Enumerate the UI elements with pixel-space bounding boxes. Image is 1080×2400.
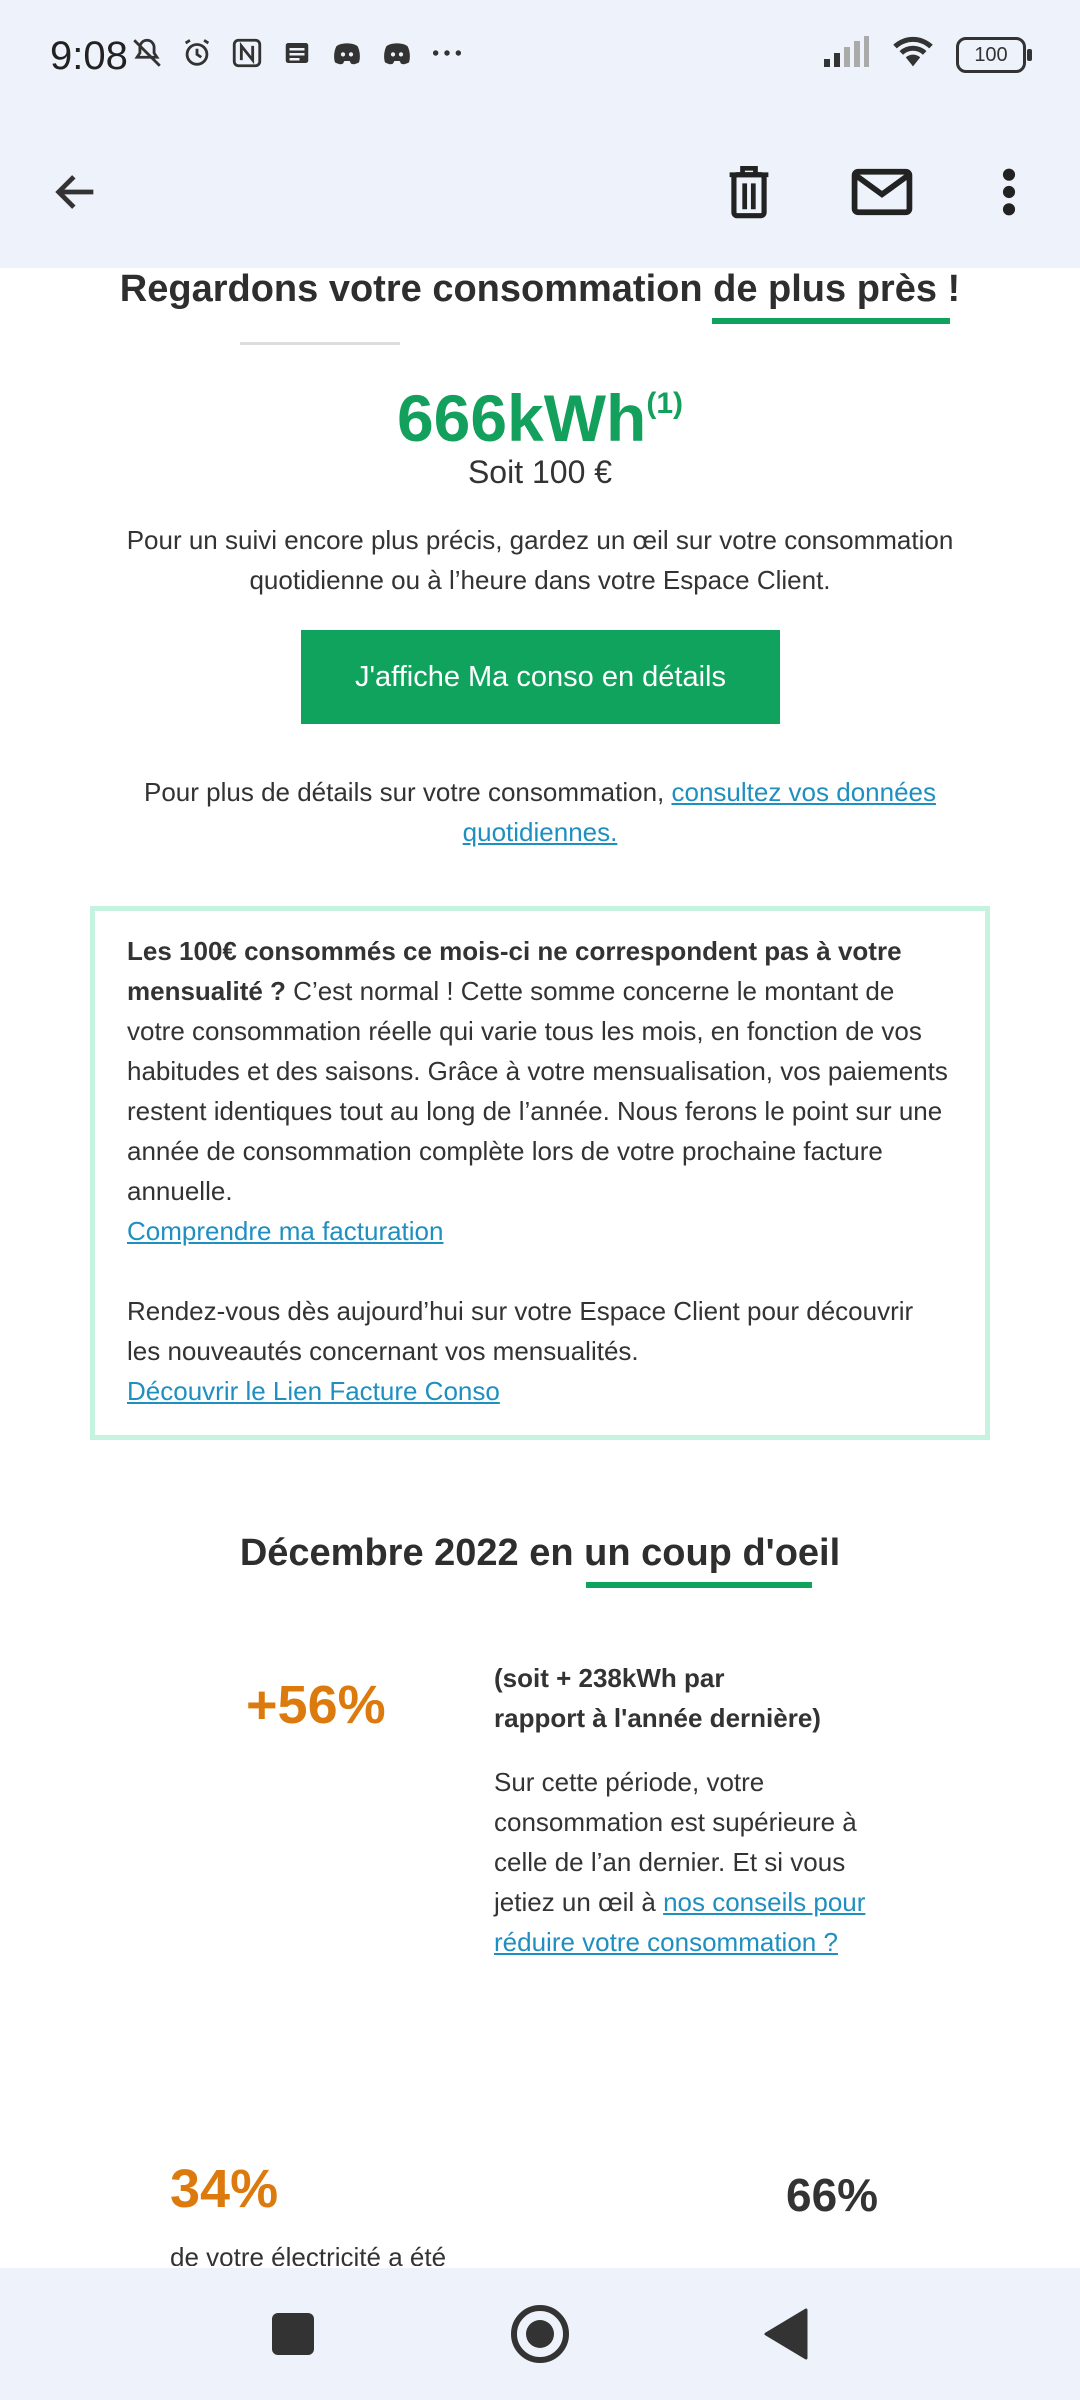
status-bar [0,0,1080,120]
recents-square-icon [270,2311,316,2362]
advice-link[interactable]: nos conseils pour [663,1887,866,1917]
nfc-icon [230,36,264,70]
section-title-underlined: un coup d'oeil [584,1532,841,1574]
show-consumption-details-button[interactable] [301,630,780,724]
intro-paragraph [90,520,990,600]
app-bar [0,120,1080,268]
mail-icon [851,168,913,221]
section-title-month [0,1532,1080,1575]
signal-icon [822,35,870,74]
discord-icon [330,36,364,70]
change-bold-line: (soit + 238kWh par [494,1663,725,1693]
daily-data-link[interactable]: quotidiennes. [462,817,618,847]
daily-data-link[interactable]: consultez vos données [671,777,936,807]
battery-indicator: 100 [956,37,1026,73]
more-vert-icon [999,166,1019,223]
change-body-line: jetiez un œil à [494,1887,664,1917]
back-triangle-icon [762,2308,810,2365]
consumption-change-detail [494,1658,914,1962]
cta-label: J'affiche Ma conso en détails [355,660,726,693]
back-button[interactable] [36,154,116,234]
electricity-share-left: 34% [170,2159,279,2219]
bill-link[interactable]: Découvrir le Lien Facture Conso [127,1376,500,1406]
back-nav-button[interactable] [746,2296,826,2376]
wifi-icon [890,34,936,75]
understand-billing-link[interactable]: Comprendre ma facturation [127,1216,444,1246]
recents-button[interactable] [253,2296,333,2376]
section-title-consumption [0,268,1080,311]
billing-info-body: C’est normal ! Cette somme concerne le montant de votre consommation réelle qui varie tous les mois, en fonction de vos habitudes et des saisons. Grâce à votre mensualisation, vos paiements restent identiques tout au long de l’année. Nous ferons le point sur une année de consommation complète lors de votre prochaine facture annuelle. [127,976,948,1206]
details-text: Pour plus de détails sur votre consommation, [144,777,672,807]
kwh-value: 666kWh [396,381,647,455]
alarm-icon [180,36,214,70]
system-navigation-bar [0,2268,1080,2400]
divider [240,342,400,345]
status-system-icons [822,34,1026,75]
client-space-text: Rendez-vous dès aujourd’hui sur votre Espace Client pour découvrir les nouveautés concernant vos mensualités. [127,1296,914,1366]
section-title-underlined: de plus près ! [713,268,961,310]
change-body-line: consommation est supérieure à [494,1807,857,1837]
electricity-share-caption: de votre électricité a été [170,2242,447,2266]
intro-line: quotidienne ou à l’heure dans votre Espace Client. [249,565,831,595]
consumption-amount: Soit 100 € [467,454,613,490]
more-options-button[interactable] [969,154,1049,234]
billing-info-text [127,931,953,1211]
title-underline [586,1582,812,1588]
delete-button[interactable] [709,154,789,234]
billing-info-box [90,906,990,1440]
electricity-share-right: 66% [786,2169,879,2221]
home-button[interactable] [500,2296,580,2376]
mark-unread-button[interactable] [842,154,922,234]
status-time: 9:08 [50,34,128,78]
news-icon [280,36,314,70]
intro-line: Pour un suivi encore plus précis, gardez un œil sur votre consommation [126,525,954,555]
email-body[interactable] [0,268,1080,2266]
title-underline [712,318,950,324]
change-body-line: Sur cette période, votre [494,1767,765,1797]
section-title-plain: Décembre 2022 en [239,1532,585,1574]
billing-info-bold: Les 100€ consommés ce mois-ci ne correspondent pas à votre mensualité ? [127,936,902,1006]
delete-icon [723,164,775,225]
section-title-plain: Regardons votre consommation [119,268,714,310]
details-paragraph [90,772,990,852]
advice-link[interactable]: réduire votre consommation ? [494,1927,838,1957]
change-body-line: celle de l’an dernier. Et si vous [494,1847,846,1877]
mute-icon [130,36,164,70]
kwh-footnote: (1) [646,387,684,420]
status-notification-icons [130,36,464,70]
consumption-change-percent: +56% [246,1675,386,1735]
change-bold-line: rapport à l'année dernière) [494,1703,821,1733]
home-circle-icon [510,2304,570,2369]
discord-icon [380,36,414,70]
back-arrow-icon [50,166,102,223]
consumption-kwh [0,380,1080,456]
more-dots-icon [430,36,464,70]
